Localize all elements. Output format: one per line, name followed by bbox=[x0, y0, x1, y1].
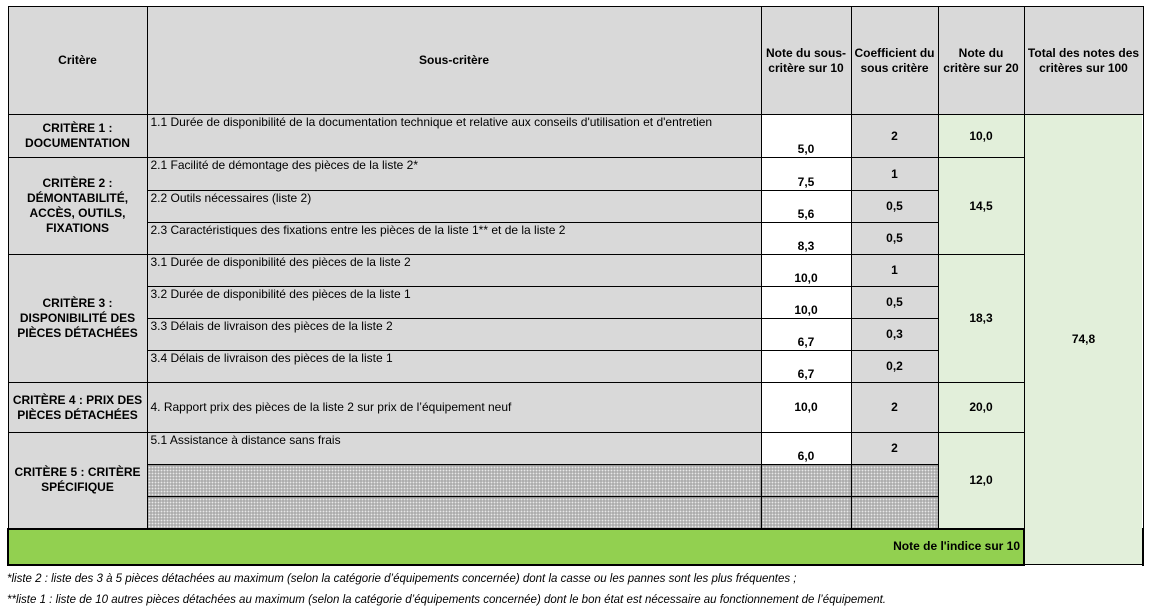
subcriterion-note: 10,0 bbox=[761, 255, 851, 287]
header-critere: Critère bbox=[8, 7, 147, 115]
footnote-liste-2: *liste 2 : liste des 3 à 5 pièces détachées au maximum (selon la catégorie d’équipements concernée) dont la casse ou les pannes sont les plus fréquentes ; bbox=[7, 573, 797, 585]
subcriterion-coefficient: 0,3 bbox=[851, 319, 938, 351]
subcriterion-label: 3.1 Durée de disponibilité des pièces de la liste 2 bbox=[147, 255, 761, 287]
criterion-5-label: CRITÈRE 5 : CRITÈRE SPÉCIFIQUE bbox=[8, 433, 147, 529]
empty-hatched-cell bbox=[147, 465, 761, 497]
subcriterion-coefficient: 2 bbox=[851, 115, 938, 158]
header-sous-critere: Sous-critère bbox=[147, 7, 761, 115]
criterion-2-label: CRITÈRE 2 : DÉMONTABILITÉ, ACCÈS, OUTILS, FIXATIONS bbox=[8, 158, 147, 255]
criterion-4-score: 20,0 bbox=[938, 383, 1024, 433]
empty-hatched-cell bbox=[147, 497, 761, 529]
empty-hatched-cell bbox=[851, 465, 938, 497]
repairability-index-table bbox=[7, 6, 1144, 566]
criterion-5-score: 12,0 bbox=[938, 433, 1024, 529]
header-note-sous-critere: Note du sous-critère sur 10 bbox=[761, 7, 851, 115]
subcriterion-label: 5.1 Assistance à distance sans frais bbox=[147, 433, 761, 465]
table-row bbox=[8, 255, 1143, 287]
subcriterion-note: 6,0 bbox=[761, 433, 851, 465]
subcriterion-coefficient: 0,5 bbox=[851, 191, 938, 223]
subcriterion-label: 3.3 Délais de livraison des pièces de la liste 2 bbox=[147, 319, 761, 351]
subcriterion-note: 10,0 bbox=[761, 383, 851, 433]
header-coefficient: Coefficient du sous critère bbox=[851, 7, 938, 115]
criterion-1-score: 10,0 bbox=[938, 115, 1024, 158]
subcriterion-coefficient: 2 bbox=[851, 383, 938, 433]
criterion-3-score: 18,3 bbox=[938, 255, 1024, 383]
subcriterion-note: 5,6 bbox=[761, 191, 851, 223]
subcriterion-label: 2.2 Outils nécessaires (liste 2) bbox=[147, 191, 761, 223]
subcriterion-note: 6,7 bbox=[761, 351, 851, 383]
subcriterion-note: 6,7 bbox=[761, 319, 851, 351]
subcriterion-coefficient: 0,5 bbox=[851, 223, 938, 255]
subcriterion-coefficient: 0,2 bbox=[851, 351, 938, 383]
subcriterion-note: 5,0 bbox=[761, 115, 851, 158]
subcriterion-coefficient: 0,5 bbox=[851, 287, 938, 319]
subcriterion-label: 1.1 Durée de disponibilité de la documentation technique et relative aux conseils d'utilisation et d'entretien bbox=[147, 115, 761, 158]
subcriterion-coefficient: 1 bbox=[851, 255, 938, 287]
subcriterion-note: 8,3 bbox=[761, 223, 851, 255]
criterion-4-label: CRITÈRE 4 : PRIX DES PIÈCES DÉTACHÉES bbox=[8, 383, 147, 433]
table-row bbox=[8, 433, 1143, 465]
table-row bbox=[8, 115, 1143, 158]
empty-hatched-cell bbox=[761, 465, 851, 497]
subcriterion-coefficient: 1 bbox=[851, 158, 938, 191]
table-row bbox=[8, 383, 1143, 433]
header-total: Total des notes des critères sur 100 bbox=[1024, 7, 1143, 115]
header-row bbox=[8, 7, 1143, 115]
empty-hatched-cell bbox=[761, 497, 851, 529]
subcriterion-label: 4. Rapport prix des pièces de la liste 2 sur prix de l’équipement neuf bbox=[147, 383, 761, 433]
header-note-critere: Note du critère sur 20 bbox=[938, 7, 1024, 115]
final-score-row bbox=[8, 529, 1143, 565]
subcriterion-label: 2.3 Caractéristiques des fixations entre les pièces de la liste 1** et de la liste 2 bbox=[147, 223, 761, 255]
criterion-3-label: CRITÈRE 3 : DISPONIBILITÉ DES PIÈCES DÉTACHÉES bbox=[8, 255, 147, 383]
table-row bbox=[8, 158, 1143, 191]
empty-hatched-cell bbox=[851, 497, 938, 529]
footnote-liste-1: **liste 1 : liste de 10 autres pièces détachées au maximum (selon la catégorie d’équipements concernée) dont le bon état est nécessaire au fonctionnement de l’équipement. bbox=[7, 594, 886, 606]
subcriterion-label: 3.4 Délais de livraison des pièces de la liste 1 bbox=[147, 351, 761, 383]
criterion-1-label: CRITÈRE 1 : DOCUMENTATION bbox=[8, 115, 147, 158]
subcriterion-note: 7,5 bbox=[761, 158, 851, 191]
subcriterion-label: 2.1 Facilité de démontage des pièces de la liste 2* bbox=[147, 158, 761, 191]
subcriterion-note: 10,0 bbox=[761, 287, 851, 319]
subcriterion-label: 3.2 Durée de disponibilité des pièces de la liste 1 bbox=[147, 287, 761, 319]
total-score-100: 74,8 bbox=[1024, 115, 1143, 565]
subcriterion-coefficient: 2 bbox=[851, 433, 938, 465]
final-score-label: Note de l'indice sur 10 bbox=[8, 529, 1024, 565]
criterion-2-score: 14,5 bbox=[938, 158, 1024, 255]
